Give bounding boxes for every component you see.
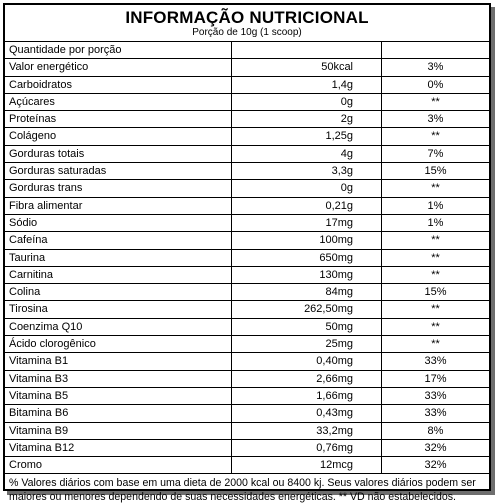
table-row [5,76,489,93]
nutrient-name: Gorduras totais [5,145,232,162]
serving-size: Porção de 10g (1 scoop) [5,27,489,42]
nutrient-amount: 130mg [232,266,382,283]
table-row [5,439,489,456]
nutrient-name: Coenzima Q10 [5,318,232,335]
table-row [5,214,489,231]
nutrient-amount: 0,40mg [232,353,382,370]
nutrient-daily-value: 1% [382,197,490,214]
nutrient-daily-value: 32% [382,439,490,456]
nutrient-name: Tirosina [5,301,232,318]
table-row [5,111,489,128]
nutrient-daily-value: ** [382,180,490,197]
nutrient-name: Cromo [5,457,232,474]
nutrient-name: Açúcares [5,93,232,110]
nutrient-amount: 2g [232,111,382,128]
nutrient-name: Ácido clorogênico [5,336,232,353]
nutrient-daily-value: ** [382,128,490,145]
nutrient-amount: 1,66mg [232,387,382,404]
nutrient-daily-value: ** [382,318,490,335]
nutrient-amount: 50kcal [232,59,382,76]
nutrient-amount: 4g [232,145,382,162]
table-row [5,59,489,76]
nutrient-amount: 0g [232,180,382,197]
table-row [5,180,489,197]
table-row [5,163,489,180]
table-row [5,336,489,353]
nutrient-name: Vitamina B9 [5,422,232,439]
nutrient-daily-value: 15% [382,284,490,301]
nutrient-daily-value: 17% [382,370,490,387]
table-row [5,93,489,110]
nutrient-daily-value: 15% [382,163,490,180]
nutrient-amount: 1,25g [232,128,382,145]
nutrient-name: Taurina [5,249,232,266]
nutrient-name: Vitamina B3 [5,370,232,387]
nutrient-daily-value: ** [382,336,490,353]
nutrient-name: Colágeno [5,128,232,145]
footnote: % Valores diários com base em uma dieta de 2000 kcal ou 8400 kj. Seus valores diários podem ser maiores ou menores dependendo de suas necessidades energéticas. ** VD não estabelecidos. [9,477,476,504]
nutrient-amount: 0,76mg [232,439,382,456]
nutrient-daily-value: ** [382,249,490,266]
nutrient-name: Fibra alimentar [5,197,232,214]
nutrition-table [5,42,489,474]
table-row [5,128,489,145]
table-row [5,405,489,422]
nutrient-daily-value: 33% [382,353,490,370]
nutrient-amount: 100mg [232,232,382,249]
nutrient-name: Cafeína [5,232,232,249]
table-row [5,318,489,335]
nutrient-name: Colina [5,284,232,301]
nutrient-name: Carboidratos [5,76,232,93]
table-row [5,422,489,439]
header-dv-cell [382,42,490,59]
nutrient-amount: 84mg [232,284,382,301]
table-row [5,266,489,283]
nutrient-name: Carnitina [5,266,232,283]
nutrient-amount: 2,66mg [232,370,382,387]
label-title: INFORMAÇÃO NUTRICIONAL [125,8,369,27]
nutrition-facts-label [3,3,491,504]
nutrient-daily-value: 8% [382,422,490,439]
table-row [5,197,489,214]
table-row [5,457,489,474]
nutrient-amount: 262,50mg [232,301,382,318]
nutrient-name: Bitamina B6 [5,405,232,422]
nutrient-daily-value: 3% [382,59,490,76]
table-row [5,301,489,318]
nutrient-name: Sódio [5,214,232,231]
nutrient-name: Valor energético [5,59,232,76]
nutrient-daily-value: 33% [382,405,490,422]
nutrient-daily-value: ** [382,232,490,249]
table-row [5,387,489,404]
table-row [5,249,489,266]
nutrient-daily-value: ** [382,266,490,283]
header-amount-cell [232,42,382,59]
table-row [5,370,489,387]
nutrient-daily-value: ** [382,93,490,110]
nutrient-amount: 0,43mg [232,405,382,422]
nutrient-name: Gorduras trans [5,180,232,197]
table-row [5,232,489,249]
table-row [5,284,489,301]
nutrient-amount: 3,3g [232,163,382,180]
nutrient-name: Proteínas [5,111,232,128]
nutrient-name: Vitamina B1 [5,353,232,370]
header-label: Quantidade por porção [5,42,232,59]
nutrient-daily-value: 1% [382,214,490,231]
table-row [5,145,489,162]
nutrient-daily-value: 3% [382,111,490,128]
table-row [5,353,489,370]
nutrient-name: Vitamina B5 [5,387,232,404]
nutrient-daily-value: 7% [382,145,490,162]
nutrient-amount: 0,21g [232,197,382,214]
nutrient-amount: 650mg [232,249,382,266]
nutrient-name: Gorduras saturadas [5,163,232,180]
nutrient-amount: 1,4g [232,76,382,93]
table-header-row [5,42,489,59]
nutrient-amount: 12mcg [232,457,382,474]
nutrient-amount: 33,2mg [232,422,382,439]
nutrient-amount: 17mg [232,214,382,231]
nutrient-amount: 0g [232,93,382,110]
nutrient-name: Vitamina B12 [5,439,232,456]
nutrient-daily-value: 32% [382,457,490,474]
nutrient-daily-value: 33% [382,387,490,404]
nutrient-amount: 25mg [232,336,382,353]
nutrient-amount: 50mg [232,318,382,335]
nutrient-daily-value: ** [382,301,490,318]
nutrient-daily-value: 0% [382,76,490,93]
